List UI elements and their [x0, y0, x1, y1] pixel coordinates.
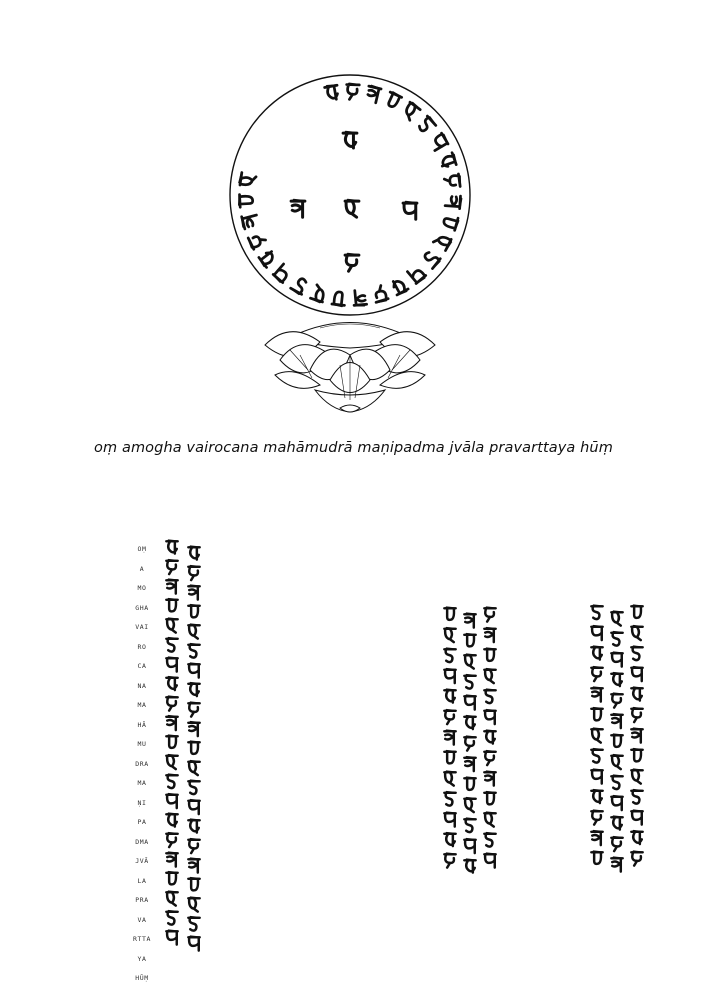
script-glyph [464, 838, 475, 853]
script-glyph [166, 832, 177, 847]
script-glyph [444, 606, 455, 619]
script-glyph [611, 733, 622, 746]
script-glyph [444, 832, 455, 846]
syllable-label: VAI [135, 623, 149, 631]
script-glyph [188, 779, 199, 794]
script-glyph [591, 768, 602, 783]
syllable-label: OṂ [137, 545, 147, 553]
syllable-label: MA [137, 779, 147, 787]
script-glyph [188, 565, 199, 580]
script-glyph [188, 760, 199, 775]
script-glyph [631, 850, 642, 865]
inner-glyphs [291, 131, 417, 271]
script-glyph [166, 656, 177, 671]
script-glyph [188, 799, 199, 814]
script-glyph [464, 694, 475, 709]
script-glyph [272, 263, 293, 284]
script-glyph [591, 604, 602, 619]
syllable-label: GHA [135, 603, 149, 612]
script-glyph [353, 290, 367, 308]
script-glyph [166, 715, 177, 730]
script-glyph [591, 645, 602, 659]
script-glyph [444, 770, 455, 785]
script-glyph [188, 643, 199, 658]
script-glyph [166, 910, 177, 925]
script-glyph [464, 756, 475, 771]
script-column-2 [440, 600, 505, 890]
script-glyph [484, 811, 495, 826]
script-glyph [611, 815, 622, 829]
script-glyph [464, 776, 475, 789]
script-glyph [166, 812, 177, 826]
script-glyph [166, 578, 177, 593]
syllable-label: JVĀ [135, 857, 149, 865]
script-glyph [391, 277, 410, 297]
script-glyph [484, 627, 495, 642]
script-glyph [444, 709, 455, 724]
script-glyph [464, 633, 475, 646]
script-glyph [611, 836, 622, 851]
syllable-label: A [139, 564, 145, 573]
script-glyph [611, 692, 622, 707]
syllable-label: CA [137, 662, 147, 670]
script-glyph [429, 132, 450, 151]
script-glyph [611, 856, 622, 871]
script-glyph [444, 729, 455, 744]
syllable-label: MO [137, 584, 147, 592]
script-glyph [484, 770, 495, 785]
script-glyph [464, 858, 475, 872]
script-glyph [343, 131, 357, 148]
script-glyph [188, 701, 199, 716]
script-glyph [166, 793, 177, 808]
script-glyph [484, 647, 495, 660]
outer-ring-glyphs [237, 82, 462, 307]
script-glyph [444, 811, 455, 826]
syllable-label: HĀ [137, 720, 147, 729]
script-glyph [439, 152, 458, 169]
script-glyph [166, 598, 177, 611]
script-glyph [188, 662, 199, 677]
script-glyph [464, 674, 475, 689]
syllable-label: MU [137, 740, 147, 748]
script-glyph [166, 890, 177, 905]
script-glyph [631, 625, 642, 640]
syllable-label: DMA [135, 837, 149, 846]
script-glyph [188, 721, 199, 736]
script-glyph [464, 735, 475, 750]
script-glyph [591, 727, 602, 742]
script-glyph [166, 539, 177, 553]
script-glyph [166, 676, 177, 690]
script-glyph [188, 818, 199, 832]
syllable-label: PA [137, 818, 147, 826]
script-glyph [464, 653, 475, 668]
syllable-label: ṆI [137, 798, 147, 807]
script-glyph [631, 809, 642, 824]
script-glyph [166, 617, 177, 632]
script-glyph [484, 606, 495, 621]
script-glyph [591, 748, 602, 763]
script-glyph [385, 90, 403, 109]
script-glyph [290, 276, 309, 296]
script-glyph [611, 754, 622, 769]
script-glyph [346, 82, 359, 99]
script-glyph [591, 686, 602, 701]
mandala-circle [230, 75, 470, 315]
script-glyph [484, 832, 495, 847]
script-glyph [345, 199, 359, 217]
script-glyph [591, 707, 602, 720]
script-glyph [188, 682, 199, 696]
script-glyph [407, 264, 427, 285]
script-glyph [291, 199, 305, 217]
script-glyph [631, 830, 642, 844]
script-glyph [631, 768, 642, 783]
syllable-label: PRA [135, 896, 149, 904]
script-glyph [444, 791, 455, 806]
script-glyph [611, 713, 622, 728]
script-glyph [611, 631, 622, 646]
syllable-label: NA [137, 681, 147, 690]
syllable-label: HŪṂ [135, 974, 149, 982]
script-glyph [444, 750, 455, 763]
script-glyph [166, 559, 177, 574]
syllable-labels [122, 540, 162, 989]
script-glyph [188, 740, 199, 753]
script-glyph [444, 852, 455, 867]
script-glyph [365, 84, 381, 103]
script-glyph [166, 773, 177, 788]
syllable-label: DRA [135, 759, 149, 768]
script-glyph [484, 729, 495, 743]
script-glyph [591, 625, 602, 640]
script-glyph [166, 695, 177, 710]
syllable-label: MA [137, 701, 147, 709]
script-glyph [166, 734, 177, 747]
syllable-label: RO [137, 642, 147, 651]
script-glyph [432, 233, 453, 252]
script-glyph [464, 612, 475, 627]
script-glyph [401, 101, 421, 122]
script-glyph [464, 715, 475, 729]
script-glyph [166, 754, 177, 769]
syllable-label: RTTA [132, 935, 152, 943]
script-glyph [631, 645, 642, 660]
script-glyph [403, 201, 417, 219]
script-glyph [611, 610, 622, 625]
mantra-mandala [200, 70, 500, 420]
script-glyph [464, 817, 475, 832]
script-glyph [166, 637, 177, 652]
script-glyph [188, 916, 199, 931]
script-glyph [188, 838, 199, 853]
script-glyph [188, 877, 199, 890]
script-glyph [188, 896, 199, 911]
script-glyph [188, 857, 199, 872]
script-glyph [444, 647, 455, 662]
script-glyph [444, 668, 455, 683]
script-glyph [188, 545, 199, 559]
script-glyph [631, 789, 642, 804]
syllable-label: VA [137, 915, 147, 924]
script-column-1 [160, 535, 210, 955]
script-glyph [240, 213, 259, 229]
script-glyph [484, 709, 495, 724]
script-glyph [611, 651, 622, 666]
script-glyph [188, 623, 199, 638]
script-glyph [166, 871, 177, 884]
script-glyph [237, 194, 253, 207]
script-glyph [444, 627, 455, 642]
script-glyph [484, 750, 495, 765]
script-glyph [345, 253, 359, 271]
script-glyph [417, 115, 438, 135]
script-column-3 [585, 598, 645, 888]
script-glyph [591, 809, 602, 824]
script-glyph [611, 774, 622, 789]
script-glyph [631, 748, 642, 761]
syllable-label: LA [137, 876, 147, 885]
script-glyph [188, 584, 199, 599]
script-glyph [631, 707, 642, 722]
script-glyph [591, 830, 602, 845]
mantra-transliteration: oṃ amogha vairocana mahāmudrā maṇipadma jvāla pravarttaya hūṃ [94, 440, 613, 456]
script-glyph [310, 284, 327, 304]
script-glyph [188, 935, 199, 950]
script-glyph [631, 666, 642, 681]
script-glyph [591, 666, 602, 681]
script-glyph [591, 850, 602, 863]
script-glyph [188, 604, 199, 617]
script-glyph [445, 195, 463, 209]
script-glyph [444, 174, 462, 189]
script-glyph [591, 789, 602, 803]
script-glyph [484, 688, 495, 703]
script-glyph [166, 929, 177, 944]
script-glyph [611, 672, 622, 686]
script-glyph [166, 851, 177, 866]
script-glyph [332, 291, 346, 307]
script-glyph [484, 668, 495, 683]
script-glyph [324, 83, 339, 101]
script-glyph [631, 686, 642, 700]
script-glyph [238, 172, 256, 187]
script-glyph [246, 231, 267, 250]
script-glyph [257, 249, 277, 269]
script-glyph [442, 215, 460, 231]
script-glyph [611, 795, 622, 810]
script-glyph [484, 791, 495, 804]
script-glyph [444, 688, 455, 702]
script-glyph [631, 727, 642, 742]
script-glyph [484, 852, 495, 867]
script-glyph [631, 604, 642, 617]
script-glyph [421, 250, 442, 270]
syllable-label: YA [137, 954, 147, 963]
script-glyph [372, 285, 389, 305]
script-glyph [464, 797, 475, 812]
